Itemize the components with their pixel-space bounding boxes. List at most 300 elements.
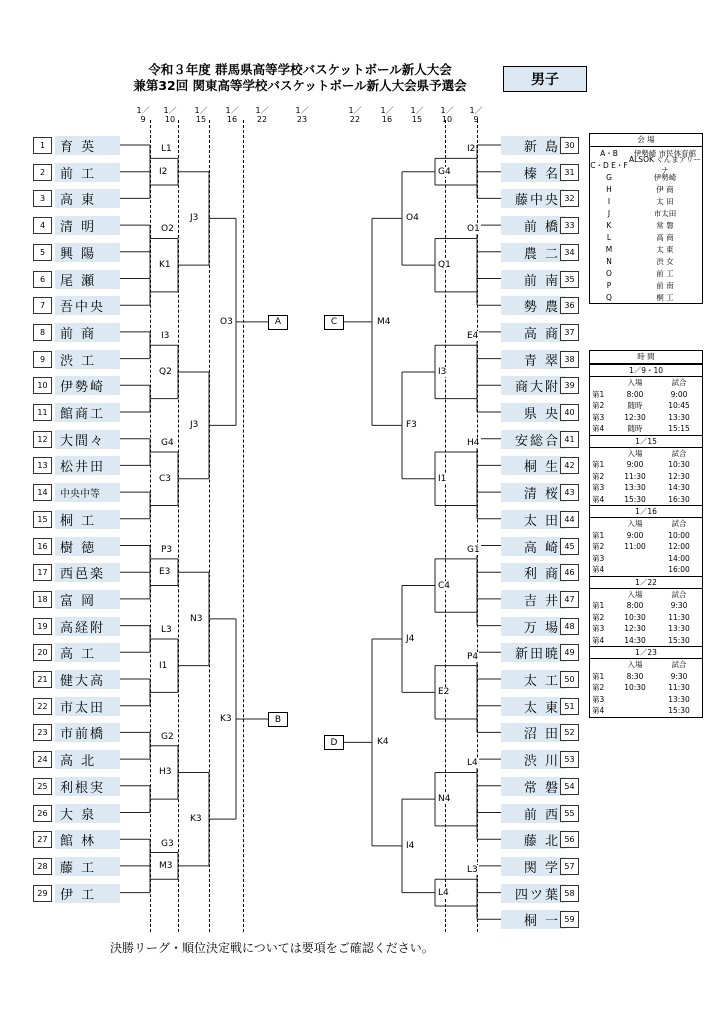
- venue-row: [590, 155, 702, 175]
- team-name: 前 南: [501, 270, 566, 289]
- venue-name: 伊 商: [656, 184, 674, 194]
- team-name: 利 商: [501, 563, 566, 582]
- team-name: 高 商: [501, 323, 566, 342]
- start: 9:30: [670, 601, 688, 611]
- team-number: 15: [33, 511, 52, 528]
- start: 15:15: [668, 424, 690, 434]
- match-label: C3: [159, 473, 172, 484]
- entry: 8:00: [626, 389, 644, 399]
- venue-row: [590, 279, 702, 291]
- team-number: 21: [33, 671, 52, 688]
- team-number: 33: [560, 217, 579, 234]
- time-row: [590, 412, 702, 424]
- match-label: G2: [161, 731, 174, 742]
- times-header: 時 間: [590, 351, 702, 364]
- team-number: 10: [33, 377, 52, 394]
- team-number: 2: [33, 164, 52, 181]
- team-name: 尾 瀬: [55, 270, 120, 289]
- team-number: 22: [33, 698, 52, 715]
- team-number: 5: [33, 244, 52, 261]
- match-label: I4: [406, 840, 415, 851]
- venue-name: 市太田: [653, 208, 677, 218]
- match-label: I3: [438, 366, 447, 377]
- title-line-1: 令和３年度 群馬県高等学校バスケットボール新人大会: [148, 62, 452, 77]
- team-name: 高経附: [55, 617, 120, 636]
- start: 9:30: [670, 671, 688, 681]
- slot: 第4: [592, 424, 605, 434]
- match-label: Q1: [438, 260, 451, 271]
- start: 16:00: [668, 565, 690, 575]
- team-number: 3: [33, 190, 52, 207]
- team-name: 清 桜: [501, 483, 566, 502]
- match-label: M3: [159, 860, 173, 871]
- venue-row: [590, 267, 702, 279]
- match-label: K3: [220, 714, 232, 725]
- entry: 8:30: [626, 671, 644, 681]
- team-name: 沼 田: [501, 723, 566, 742]
- time-row: [590, 564, 702, 576]
- team-name: 太 田: [501, 510, 566, 529]
- team-number: 54: [560, 778, 579, 795]
- team-name: 高 工: [55, 643, 120, 662]
- team-name: 前 商: [55, 323, 120, 342]
- match-label: I3: [161, 331, 170, 342]
- match-label: P3: [161, 544, 173, 555]
- team-number: 27: [33, 831, 52, 848]
- match-label: H3: [159, 767, 172, 778]
- team-name: 藤 北: [501, 830, 566, 849]
- venue-code: P: [606, 280, 612, 290]
- slot: 第2: [592, 401, 605, 411]
- slot: 第4: [592, 706, 605, 716]
- start: 15:30: [668, 635, 690, 645]
- match-label: L4: [438, 887, 449, 898]
- match-label: J3: [190, 420, 199, 431]
- venue-code: O: [606, 268, 612, 278]
- venue-name: ALSOK ぐんまアリーナ: [629, 155, 701, 175]
- entry: 入場: [627, 519, 643, 529]
- team-number: 51: [560, 698, 579, 715]
- team-number: 47: [560, 591, 579, 608]
- entry: 12:30: [624, 624, 646, 634]
- match-label: G4: [161, 438, 174, 449]
- slot: 第4: [592, 565, 605, 575]
- slot: 第3: [592, 412, 605, 422]
- match-label: F3: [406, 420, 417, 431]
- start: 9:00: [670, 389, 688, 399]
- time-day: 1／15: [590, 435, 702, 448]
- team-name: 勢 農: [501, 296, 566, 315]
- date-label: 1／ 15: [194, 106, 208, 124]
- team-number: 24: [33, 751, 52, 768]
- match-label: K3: [190, 814, 202, 825]
- team-name: 県 央: [501, 403, 566, 422]
- match-label: J4: [406, 633, 415, 644]
- slot: 第2: [592, 471, 605, 481]
- match-label: E3: [159, 567, 171, 578]
- time-row: [590, 612, 702, 624]
- team-name: 樹 徳: [55, 537, 120, 556]
- venue-code: K: [606, 220, 612, 230]
- venue-name: 渋 女: [656, 256, 674, 266]
- time-row: [590, 423, 702, 435]
- team-number: 13: [33, 457, 52, 474]
- venue-table: [589, 133, 703, 304]
- team-number: 28: [33, 858, 52, 875]
- time-day: 1／16: [590, 505, 702, 518]
- venue-name: 太 東: [656, 244, 674, 254]
- venue-row: [590, 255, 702, 267]
- team-number: 58: [560, 885, 579, 902]
- match-label: O1: [467, 224, 480, 235]
- time-row: [590, 494, 702, 506]
- venue-name: 高 商: [656, 232, 674, 242]
- match-label: G3: [161, 838, 174, 849]
- start: 13:30: [668, 694, 690, 704]
- team-name: 伊 工: [55, 884, 120, 903]
- time-row: [590, 389, 702, 401]
- start: 16:30: [668, 494, 690, 504]
- venue-row: [590, 207, 702, 219]
- entry: 10:30: [624, 612, 646, 622]
- match-label: H4: [467, 438, 480, 449]
- team-number: 57: [560, 858, 579, 875]
- match-label: N3: [190, 613, 203, 624]
- match-label: N4: [438, 794, 451, 805]
- team-number: 40: [560, 404, 579, 421]
- team-name: 館 林: [55, 830, 120, 849]
- team-name: 松井田: [55, 456, 120, 475]
- team-number: 12: [33, 431, 52, 448]
- slot: 第1: [592, 460, 605, 470]
- team-name: 前 工: [55, 163, 120, 182]
- time-row: [590, 682, 702, 694]
- venue-code: A・B: [600, 148, 618, 158]
- time-row: [590, 705, 702, 717]
- time-row: [590, 623, 702, 635]
- date-label: 1／ 10: [440, 106, 454, 124]
- team-number: 50: [560, 671, 579, 688]
- dashed-divider: [150, 120, 151, 932]
- team-number: 30: [560, 137, 579, 154]
- team-name: 太 工: [501, 670, 566, 689]
- start: 14:30: [668, 483, 690, 493]
- team-name: 高 北: [55, 750, 120, 769]
- times-table: [589, 350, 703, 718]
- date-label: 1／ 22: [348, 106, 362, 124]
- gender-badge: 男子: [503, 66, 587, 92]
- match-label: G4: [438, 166, 451, 177]
- match-label: L4: [467, 758, 478, 769]
- slot: 第3: [592, 553, 605, 563]
- date-label: 1／ 22: [255, 106, 269, 124]
- venue-row: [590, 195, 702, 207]
- footer-note: 決勝リーグ・順位決定戦については要項をご確認ください。: [110, 941, 434, 955]
- entry: 8:00: [626, 601, 644, 611]
- dashed-divider: [178, 120, 179, 932]
- slot: 第1: [592, 389, 605, 399]
- slot: 第2: [592, 683, 605, 693]
- slot: 第2: [592, 542, 605, 552]
- final-box: A: [268, 315, 288, 330]
- team-name: 関 学: [501, 857, 566, 876]
- team-name: 藤中央: [501, 189, 566, 208]
- team-number: 25: [33, 778, 52, 795]
- venue-code: L: [606, 232, 612, 242]
- team-name: 高 崎: [501, 537, 566, 556]
- time-row: [590, 671, 702, 683]
- slot: 第3: [592, 483, 605, 493]
- match-label: G1: [467, 544, 480, 555]
- team-number: 37: [560, 324, 579, 341]
- venue-code: H: [606, 184, 612, 194]
- venue-row: [590, 171, 702, 183]
- team-name: 市前橋: [55, 723, 120, 742]
- match-label: P4: [467, 651, 479, 662]
- team-number: 17: [33, 564, 52, 581]
- team-name: 富 岡: [55, 590, 120, 609]
- team-number: 19: [33, 618, 52, 635]
- team-name: 健大高: [55, 670, 120, 689]
- team-name: 伊勢崎: [55, 376, 120, 395]
- time-row: [590, 471, 702, 483]
- date-label: 1／ 16: [225, 106, 239, 124]
- team-name: 新田暁: [501, 643, 566, 662]
- dashed-divider: [445, 120, 446, 932]
- team-number: 45: [560, 538, 579, 555]
- date-label: 1／ 9: [136, 106, 150, 124]
- start: 10:30: [668, 460, 690, 470]
- team-number: 9: [33, 351, 52, 368]
- slot: 第1: [592, 601, 605, 611]
- slot: 第1: [592, 530, 605, 540]
- team-number: 48: [560, 618, 579, 635]
- date-label: 1／ 10: [163, 106, 177, 124]
- team-number: 56: [560, 831, 579, 848]
- team-name: 高 東: [55, 189, 120, 208]
- final-box: C: [324, 315, 344, 330]
- team-name: 安総合: [501, 430, 566, 449]
- start: 10:45: [668, 401, 690, 411]
- match-label: J3: [190, 213, 199, 224]
- entry: 入場: [627, 589, 643, 599]
- team-name: 前 橋: [501, 216, 566, 235]
- start: 試合: [671, 448, 687, 458]
- team-name: 新 島: [501, 136, 566, 155]
- entry: 9:00: [626, 530, 644, 540]
- match-label: M4: [377, 316, 391, 327]
- team-number: 55: [560, 805, 579, 822]
- team-number: 29: [33, 885, 52, 902]
- team-number: 38: [560, 351, 579, 368]
- venue-code: C・D E・F: [590, 160, 628, 170]
- time-row: [590, 589, 702, 601]
- team-name: 桐 一: [501, 910, 566, 929]
- team-number: 59: [560, 911, 579, 928]
- slot: 第3: [592, 624, 605, 634]
- time-row: [590, 530, 702, 542]
- team-number: 39: [560, 377, 579, 394]
- team-number: 46: [560, 564, 579, 581]
- team-name: 市太田: [55, 697, 120, 716]
- time-row: [590, 635, 702, 647]
- team-number: 18: [33, 591, 52, 608]
- entry: 9:00: [626, 460, 644, 470]
- team-name: 育 英: [55, 136, 120, 155]
- team-number: 32: [560, 190, 579, 207]
- team-number: 20: [33, 644, 52, 661]
- team-name: 農 二: [501, 243, 566, 262]
- match-label: Q2: [159, 366, 172, 377]
- entry: 随時: [627, 424, 643, 434]
- team-name: 吉 井: [501, 590, 566, 609]
- team-number: 42: [560, 457, 579, 474]
- time-row: [590, 377, 702, 389]
- match-label: O2: [161, 224, 174, 235]
- date-label: 1／ 15: [410, 106, 424, 124]
- time-day: 1／23: [590, 646, 702, 659]
- dashed-divider: [209, 120, 210, 932]
- start: 13:30: [668, 624, 690, 634]
- start: 12:00: [668, 542, 690, 552]
- match-label: C4: [438, 580, 451, 591]
- entry: 入場: [627, 448, 643, 458]
- team-number: 23: [33, 724, 52, 741]
- team-name: 興 陽: [55, 243, 120, 262]
- venue-code: G: [606, 172, 612, 182]
- start: 15:30: [668, 706, 690, 716]
- team-number: 43: [560, 484, 579, 501]
- venue-row: [590, 231, 702, 243]
- venue-code: I: [607, 196, 611, 206]
- team-name: 常 磐: [501, 777, 566, 796]
- team-name: 利根実: [55, 777, 120, 796]
- match-label: I1: [159, 660, 168, 671]
- entry: 随時: [627, 401, 643, 411]
- team-number: 35: [560, 271, 579, 288]
- match-label: K4: [377, 737, 389, 748]
- final-box: D: [324, 735, 344, 750]
- team-number: 1: [33, 137, 52, 154]
- entry: 12:30: [624, 412, 646, 422]
- time-row: [590, 659, 702, 671]
- entry: 11:30: [624, 471, 646, 481]
- start: 14:00: [668, 553, 690, 563]
- time-row: [590, 448, 702, 460]
- venue-name: 前 南: [656, 280, 674, 290]
- entry: 入場: [627, 378, 643, 388]
- date-label: 1／ 16: [380, 106, 394, 124]
- team-name: 青 翠: [501, 350, 566, 369]
- venue-header: 会 場: [590, 134, 702, 147]
- slot: 第2: [592, 612, 605, 622]
- time-row: [590, 553, 702, 565]
- venue-code: N: [606, 256, 612, 266]
- start: 11:30: [668, 612, 690, 622]
- start: 試合: [671, 378, 687, 388]
- time-row: [590, 541, 702, 553]
- team-number: 41: [560, 431, 579, 448]
- match-label: L3: [161, 624, 172, 635]
- venue-row: [590, 219, 702, 231]
- slot: 第3: [592, 694, 605, 704]
- match-label: L1: [161, 144, 172, 155]
- team-number: 11: [33, 404, 52, 421]
- match-label: I1: [438, 473, 447, 484]
- venue-code: J: [607, 208, 611, 218]
- slot: 第4: [592, 635, 605, 645]
- team-name: 大間々: [55, 430, 120, 449]
- final-box: B: [268, 712, 288, 727]
- dashed-divider: [477, 120, 478, 932]
- entry: 15:30: [624, 494, 646, 504]
- team-name: 前 西: [501, 804, 566, 823]
- time-row: [590, 400, 702, 412]
- team-name: 万 場: [501, 617, 566, 636]
- start: 11:30: [668, 683, 690, 693]
- date-label: 1／ 23: [295, 106, 309, 124]
- time-day: 1／9・10: [590, 364, 702, 377]
- title-line-2: 兼第32回 関東高等学校バスケットボール新人大会県予選会: [133, 78, 467, 93]
- time-row: [590, 459, 702, 471]
- start: 試合: [671, 660, 687, 670]
- time-row: [590, 694, 702, 706]
- venue-name: 太 田: [656, 196, 674, 206]
- team-name: 四ツ葉: [501, 884, 566, 903]
- start: 試合: [671, 589, 687, 599]
- match-label: O4: [406, 213, 419, 224]
- team-name: 渋 川: [501, 750, 566, 769]
- entry: 入場: [627, 660, 643, 670]
- team-number: 8: [33, 324, 52, 341]
- team-name: 吾中央: [55, 296, 120, 315]
- team-number: 31: [560, 164, 579, 181]
- team-number: 34: [560, 244, 579, 261]
- entry: 10:30: [624, 683, 646, 693]
- date-label: 1／ 9: [469, 106, 483, 124]
- start: 13:30: [668, 412, 690, 422]
- venue-row: [590, 243, 702, 255]
- team-name: 館商工: [55, 403, 120, 422]
- team-number: 36: [560, 297, 579, 314]
- match-label: E2: [438, 687, 450, 698]
- start: 12:30: [668, 471, 690, 481]
- entry: 13:30: [624, 483, 646, 493]
- start: 試合: [671, 519, 687, 529]
- team-number: 6: [33, 271, 52, 288]
- team-name: 商大附: [501, 376, 566, 395]
- slot: 第1: [592, 671, 605, 681]
- match-label: K1: [159, 260, 171, 271]
- entry: 11:00: [624, 542, 646, 552]
- team-number: 16: [33, 538, 52, 555]
- team-number: 49: [560, 644, 579, 661]
- time-row: [590, 518, 702, 530]
- venue-code: Q: [606, 292, 612, 302]
- match-label: I2: [159, 166, 168, 177]
- team-name: 榛 名: [501, 163, 566, 182]
- time-row: [590, 600, 702, 612]
- team-name: 太 東: [501, 697, 566, 716]
- team-name: 清 明: [55, 216, 120, 235]
- team-name: 渋 工: [55, 350, 120, 369]
- venue-row: [590, 183, 702, 195]
- team-number: 7: [33, 297, 52, 314]
- team-number: 52: [560, 724, 579, 741]
- team-name: 桐 工: [55, 510, 120, 529]
- entry: 14:30: [624, 635, 646, 645]
- match-label: E4: [467, 331, 479, 342]
